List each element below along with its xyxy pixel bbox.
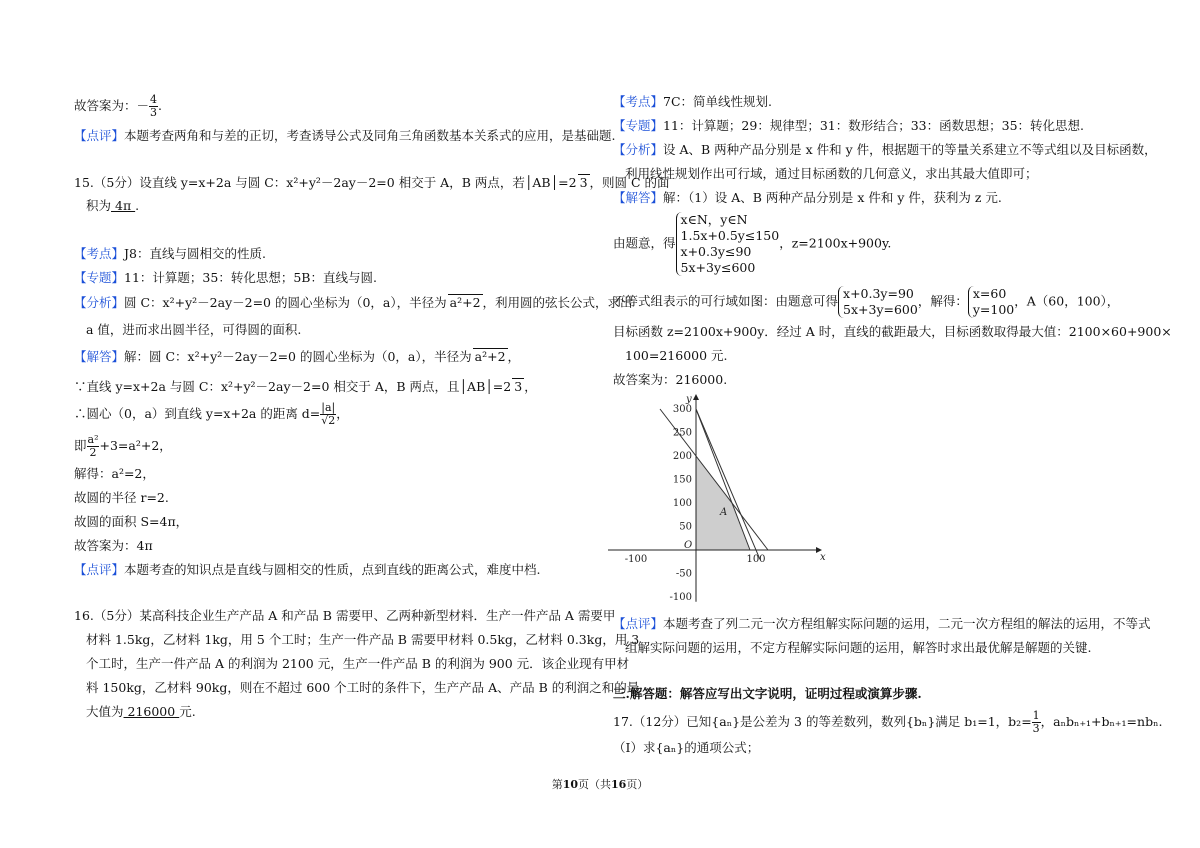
x-tick-label: -100 bbox=[624, 554, 648, 565]
tag-jieda: 【解答】 bbox=[74, 349, 125, 364]
system-brace bbox=[676, 212, 780, 276]
fenxi-15-line1 bbox=[74, 294, 633, 311]
tag-dianping: 【点评】 bbox=[74, 128, 125, 143]
fenxi-text: 设 A、B 两种产品分别是 x 件和 y 件，根据题干的等量关系建立不等式组以及目标函数， bbox=[663, 142, 1157, 157]
tag-kaodian: 【考点】 bbox=[74, 246, 125, 261]
constraint-2: 1.5x+0.5y≤150 bbox=[680, 228, 780, 243]
frac-den: 3 bbox=[150, 106, 158, 119]
comment-14 bbox=[74, 128, 616, 144]
q17-end: ，aₙbₙ₊₁+bₙ₊₁=nbₙ. bbox=[1040, 714, 1163, 729]
comment-15 bbox=[74, 562, 541, 578]
sqrt-3: 3 bbox=[579, 175, 588, 190]
step2-text: ∴圆心（0，a）到直线 y=x+2a 的距离 d= bbox=[74, 406, 321, 421]
y-tick-label: 200 bbox=[672, 451, 692, 462]
constraint-system bbox=[613, 212, 891, 276]
question-15-line1 bbox=[74, 174, 670, 191]
frac-den: √2 bbox=[321, 414, 336, 427]
objective-function: ，z=2100x+900y. bbox=[779, 235, 892, 251]
step-6: 故圆的面积 S=4π， bbox=[74, 514, 189, 529]
frac-num: 1 bbox=[1032, 709, 1040, 722]
q16-l5-end: 元. bbox=[179, 704, 196, 719]
frac-num: |a| bbox=[321, 401, 336, 414]
question-16-line3: 个工时，生产一件产品 A 的利润为 2100 元，生产一件产品 B 的利润为 900 元．该企业现有甲材 bbox=[86, 656, 630, 671]
footer-current-page: 10 bbox=[562, 778, 578, 791]
step2-end: ， bbox=[336, 406, 349, 421]
zhuanti-16 bbox=[613, 118, 1084, 134]
jieda-end: ， bbox=[507, 349, 521, 364]
answer-16: 故答案为：216000. bbox=[613, 372, 728, 387]
question-17 bbox=[613, 710, 1162, 735]
question-16-line4: 料 150kg，乙材料 90kg，则在不超过 600 个工时的条件下，生产产品 A、产品 B 的利润之和的最 bbox=[86, 680, 640, 695]
footer-end: 页） bbox=[626, 778, 649, 791]
step-5: 故圆的半径 r=2. bbox=[74, 490, 169, 505]
kaodian-text: J8：直线与圆相交的性质. bbox=[124, 246, 266, 261]
y-tick-label: 300 bbox=[672, 404, 692, 415]
q16-l5-pre: 大值为 bbox=[86, 704, 124, 719]
axis-ticks bbox=[625, 404, 766, 603]
constraint-4: 5x+3y≤600 bbox=[680, 260, 756, 275]
step3-pre: 即 bbox=[74, 438, 87, 453]
y-tick-label: 150 bbox=[672, 474, 692, 486]
q15-l2-pre: 积为 bbox=[86, 198, 112, 213]
tag-zhuanti: 【专题】 bbox=[613, 118, 664, 133]
fenxi-16-line1 bbox=[613, 142, 1157, 158]
comment-text: 本题考查的知识点是直线与圆相交的性质，点到直线的距离公式，难度中档. bbox=[124, 562, 541, 577]
question-16-line2: 材料 1.5kg，乙材料 1kg，用 5 个工时；生产一件产品 B 需要甲材料 0.5kg，乙材料 0.3kg，用 3 bbox=[86, 632, 640, 647]
intersection-line bbox=[613, 286, 1119, 318]
equation-1: x+0.3y=90 bbox=[843, 286, 914, 301]
kaodian-16 bbox=[613, 94, 772, 110]
jieda-text: 解：圆 C：x²+y²－2ay－2=0 的圆心坐标为（0，a），半径为 bbox=[124, 349, 472, 364]
intersection-mid: ，解得： bbox=[917, 293, 968, 309]
jieda-15 bbox=[74, 348, 520, 365]
point-a-label: A bbox=[720, 507, 728, 518]
footer-pre: 第 bbox=[551, 778, 563, 791]
q15-end: ，则圆 C 的面 bbox=[589, 175, 670, 190]
x-tick-label: 100 bbox=[746, 554, 766, 565]
q15-l2-end: . bbox=[135, 198, 140, 213]
y-tick-label: 50 bbox=[679, 521, 692, 533]
fenxi-end: ，利用圆的弦长公式，求出 bbox=[482, 295, 633, 310]
y-tick-label: -50 bbox=[675, 568, 692, 580]
answer-14 bbox=[74, 94, 162, 119]
comment-text: 本题考查了列二元一次方程组解实际问题的运用，二元一次方程组的解法的运用，不等式 bbox=[663, 616, 1151, 631]
step-1 bbox=[74, 378, 537, 395]
sqrt-3b: 3 bbox=[514, 379, 523, 394]
frac-den: 3 bbox=[1032, 722, 1040, 735]
intersection-pre: 不等式组表示的可行域如图：由题意可得 bbox=[613, 293, 839, 309]
footer-mid: 页（共 bbox=[578, 778, 611, 791]
jieda-text: 解：（1）设 A、B 两种产品分别是 x 件和 y 件，获利为 z 元. bbox=[663, 190, 1002, 205]
tag-zhuanti: 【专题】 bbox=[74, 270, 125, 285]
solution-y: y=100 bbox=[972, 302, 1015, 317]
step1-end: ， bbox=[524, 379, 537, 394]
answer-end: . bbox=[158, 98, 163, 113]
q15-answer-blank: 4π bbox=[111, 198, 136, 213]
y-axis-arrow bbox=[693, 394, 699, 400]
feasible-region bbox=[696, 456, 750, 550]
zhuanti-15 bbox=[74, 270, 377, 286]
y-axis-label: y bbox=[686, 394, 692, 405]
step-2 bbox=[74, 402, 349, 427]
comment-16-line1 bbox=[613, 616, 1151, 632]
tag-kaodian: 【考点】 bbox=[613, 94, 664, 109]
step-3 bbox=[74, 434, 172, 459]
tag-fenxi: 【分析】 bbox=[74, 295, 125, 310]
question-17-part1: （Ⅰ）求{aₙ}的通项公式； bbox=[613, 740, 760, 755]
fenxi-16-line2: 利用线性规划作出可行域，通过目标函数的几何意义，求出其最大值即可； bbox=[625, 166, 1038, 181]
footer-total-pages: 16 bbox=[611, 778, 627, 791]
target-line1: 目标函数 z=2100x+900y．经过 A 时，直线的截距最大，目标函数取得最大值：2100×60+900× bbox=[613, 324, 1172, 339]
step3-end: +3=a²+2， bbox=[99, 438, 172, 453]
feasible-region-chart bbox=[608, 392, 828, 610]
step-4: 解得：a²=2， bbox=[74, 466, 155, 481]
zhuanti-text: 11：计算题；35：转化思想；5B：直线与圆. bbox=[124, 270, 377, 285]
q16-answer-blank: 216000 bbox=[123, 704, 180, 719]
step-7: 故答案为：4π bbox=[74, 538, 153, 553]
frac-num: a² bbox=[87, 433, 99, 446]
kaodian-15 bbox=[74, 246, 266, 262]
constraint-1: x∈N，y∈N bbox=[680, 212, 748, 227]
zhuanti-text: 11：计算题；29：规律型；31：数形结合；33：函数思想；35：转化思想. bbox=[663, 118, 1085, 133]
frac-den: 2 bbox=[89, 446, 97, 459]
equation-2: 5x+3y=600 bbox=[843, 302, 918, 317]
distance-fraction bbox=[320, 402, 336, 427]
tag-dianping: 【点评】 bbox=[74, 562, 125, 577]
frac-num: 4 bbox=[150, 93, 158, 106]
kaodian-text: 7C：简单线性规划. bbox=[663, 94, 773, 109]
jieda-16 bbox=[613, 190, 1002, 206]
y-tick-label: 100 bbox=[672, 498, 692, 509]
section-3-heading: 三.解答题：解答应写出文字说明，证明过程或演算步骤. bbox=[613, 686, 922, 701]
solution-system bbox=[968, 286, 1014, 318]
q17-fraction bbox=[1032, 710, 1041, 735]
step3-fraction bbox=[87, 434, 100, 459]
solution-x: x=60 bbox=[972, 286, 1007, 301]
origin-label: O bbox=[684, 540, 693, 551]
fenxi-15-line2 bbox=[86, 322, 301, 338]
answer-fraction bbox=[149, 94, 158, 119]
intersection-end: ，A（60，100）， bbox=[1014, 293, 1120, 309]
question-15-line2 bbox=[86, 198, 139, 214]
q17-text: 17.（12分）已知{aₙ}是公差为 3 的等差数列，数列{bₙ}满足 b₁=1，b₂= bbox=[613, 714, 1032, 729]
question-16-line5 bbox=[86, 704, 196, 720]
tag-fenxi: 【分析】 bbox=[613, 142, 664, 157]
comment-16-line2: 组解实际问题的运用，不定方程解实际问题的运用，解答时求出最优解是解题的关键. bbox=[625, 640, 1092, 655]
y-tick-label: -100 bbox=[669, 592, 692, 603]
q15-text: 15.（5分）设直线 y=x+2a 与圆 C：x²+y²－2ay－2=0 相交于 A，B 两点，若│AB│=2 bbox=[74, 175, 577, 190]
target-line2: 100=216000 元. bbox=[625, 348, 728, 363]
fenxi-text: 圆 C：x²+y²－2ay－2=0 的圆心坐标为（0，a），半径为 bbox=[124, 295, 447, 310]
constraint-3: x+0.3y≤90 bbox=[680, 244, 752, 259]
answer-prefix: 故答案为： bbox=[74, 98, 137, 113]
y-tick-label: 250 bbox=[672, 427, 692, 439]
system-prefix: 由题意，得 bbox=[613, 235, 676, 251]
x-axis-label: x bbox=[820, 552, 826, 563]
step1-text: ∵直线 y=x+2a 与圆 C：x²+y²－2ay－2=0 相交于 A，B 两点，且│AB│=2 bbox=[74, 379, 512, 394]
question-16-line1: 16.（5分）某高科技企业生产产品 A 和产品 B 需要甲、乙两种新型材料．生产一件产品 A 需要甲 bbox=[74, 608, 616, 623]
tag-dianping: 【点评】 bbox=[613, 616, 664, 631]
sqrt-radius: a²+2 bbox=[449, 295, 481, 310]
tag-jieda: 【解答】 bbox=[613, 190, 664, 205]
comment-text: 本题考查两角和与差的正切，考查诱导公式及同角三角函数基本关系式的应用，是基础题. bbox=[124, 128, 616, 143]
answer-sign: － bbox=[136, 98, 150, 113]
intersection-system bbox=[838, 286, 918, 318]
page-footer bbox=[0, 776, 1200, 792]
fenxi-line2: a 值，进而求出圆半径，可得圆的面积. bbox=[86, 322, 302, 337]
sqrt-radius-2: a²+2 bbox=[474, 349, 506, 364]
